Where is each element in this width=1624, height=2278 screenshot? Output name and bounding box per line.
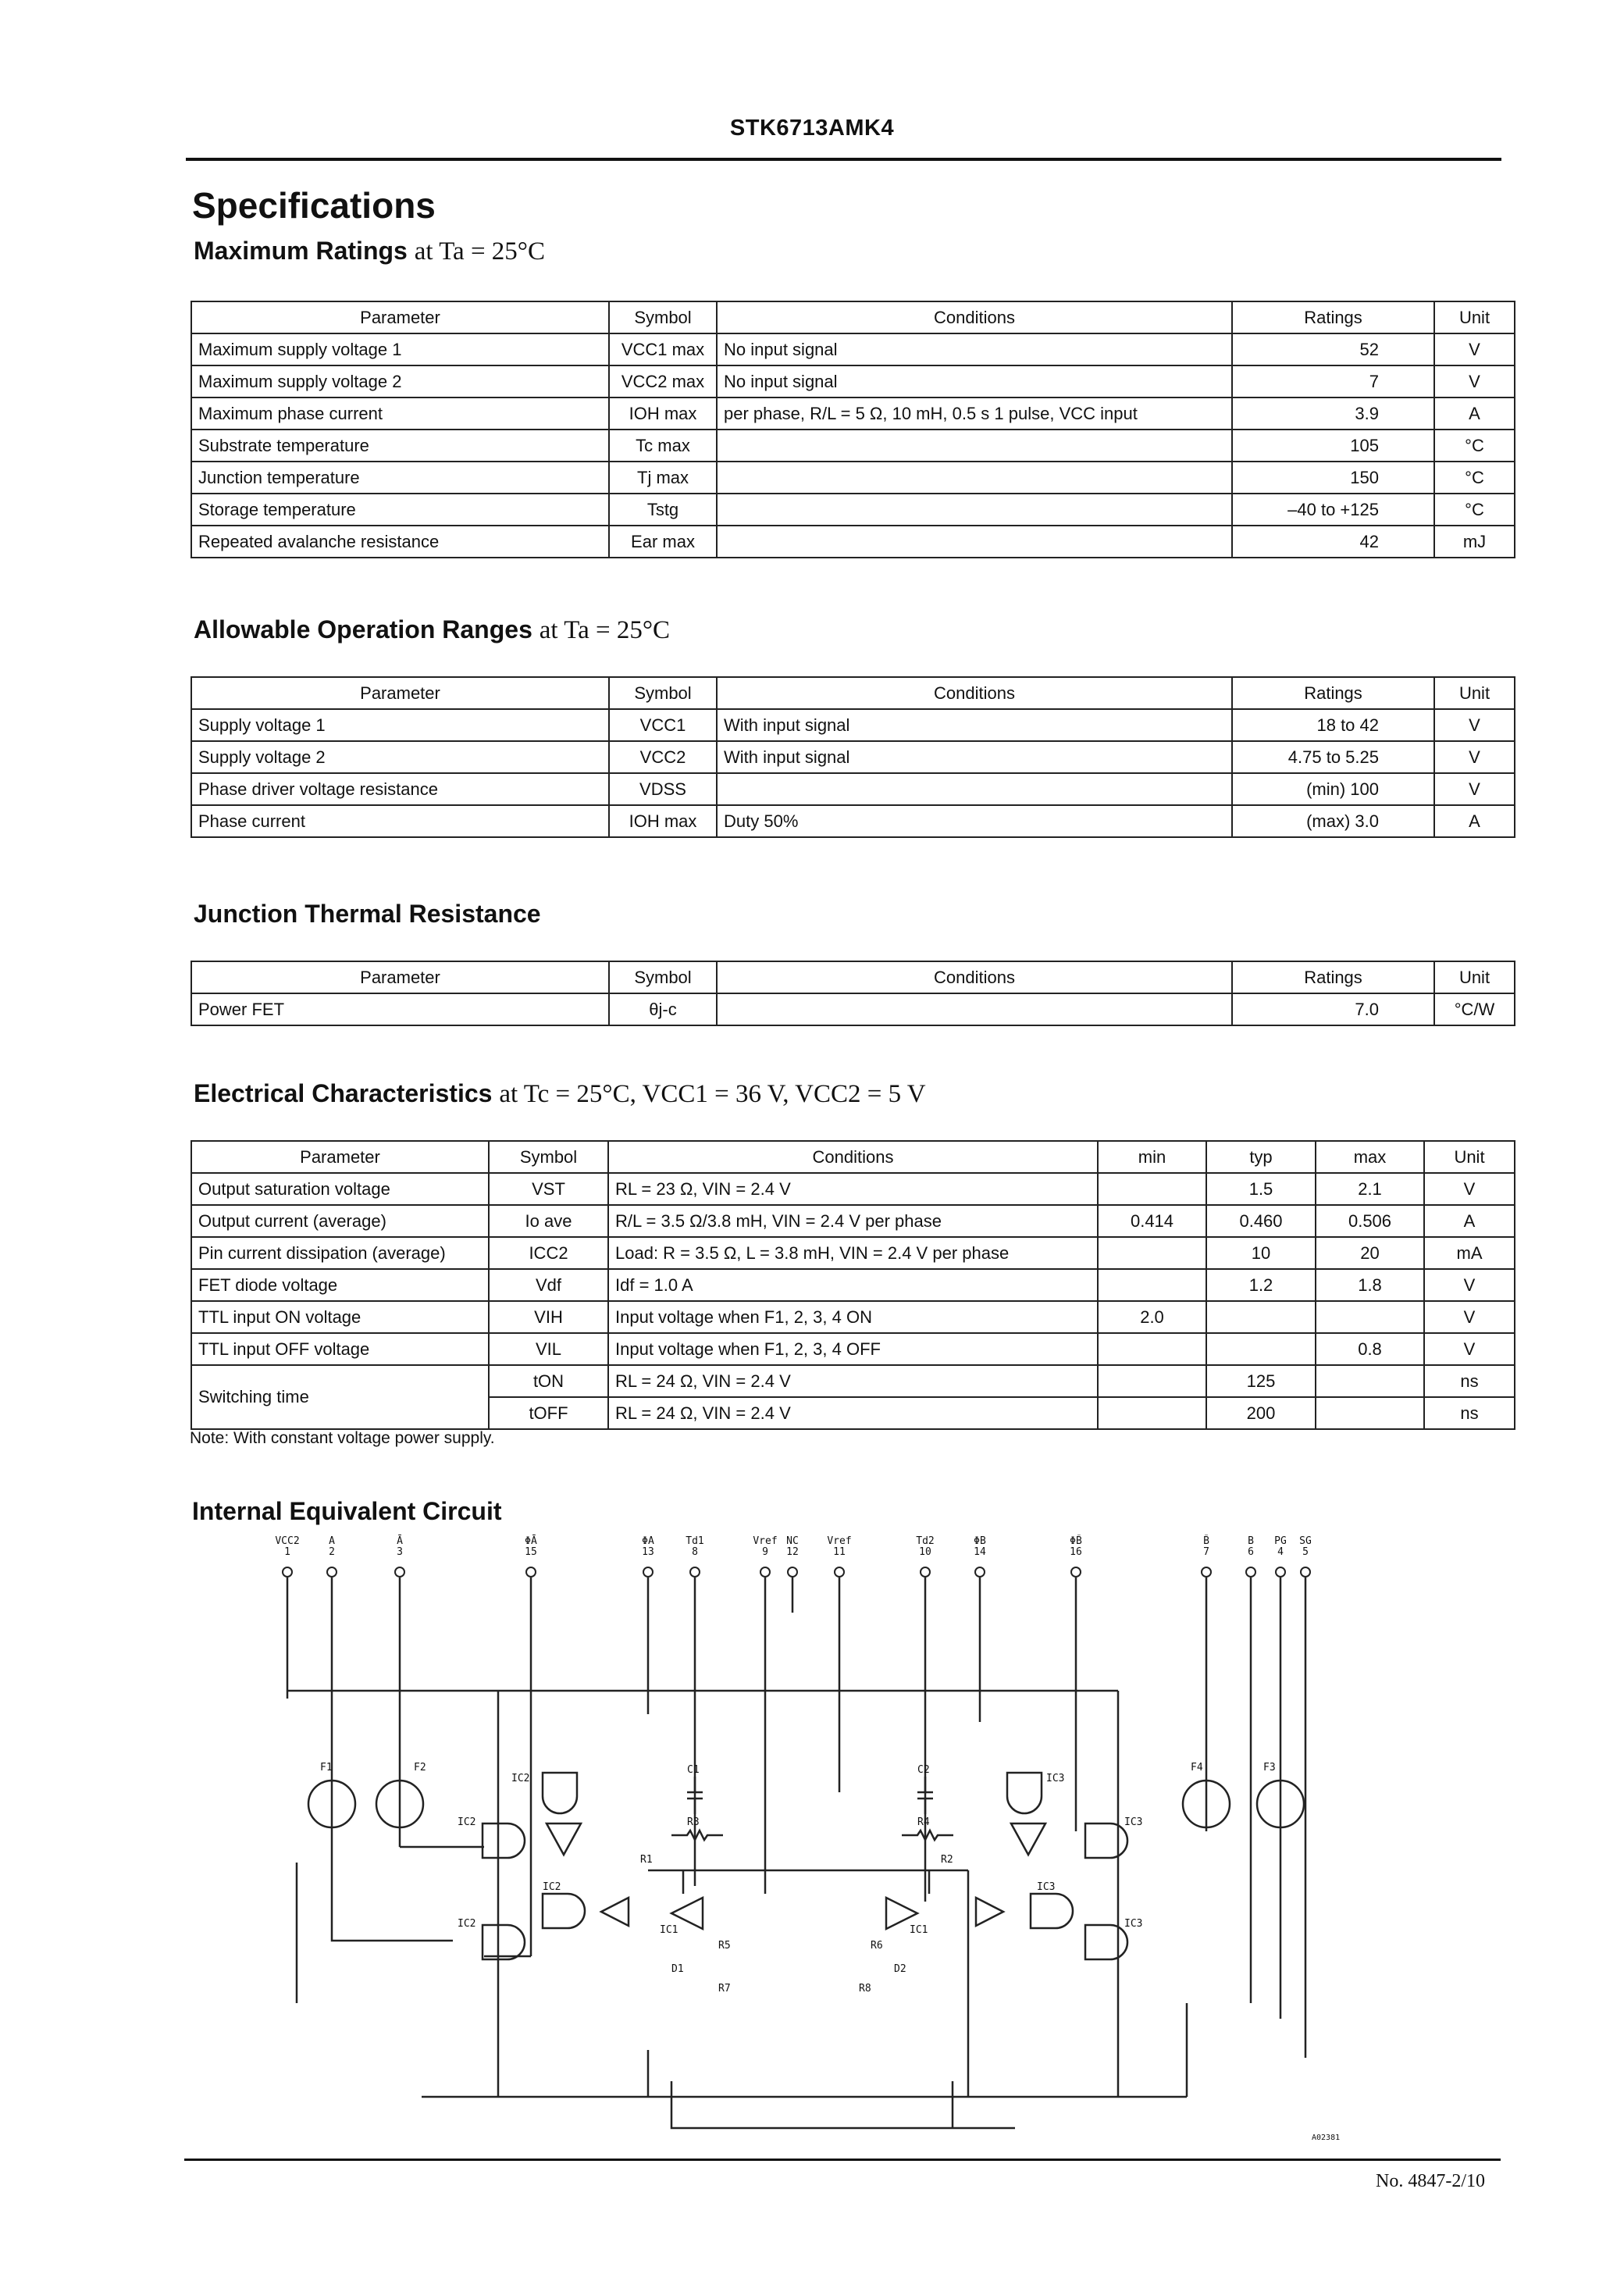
pin-terminal [835,1567,844,1577]
ratings-cell: 18 to 42 [1232,709,1434,741]
pin-name: PG [1274,1535,1287,1547]
unit-cell: A [1434,397,1515,430]
column-header: Conditions [717,301,1232,333]
unit-cell: ns [1424,1365,1515,1397]
label-r1: R1 [640,1854,653,1866]
label-ic2-c: IC2 [511,1773,530,1784]
parameter-cell: Output current (average) [191,1205,489,1237]
pin-number: 3 [397,1546,403,1558]
label-d1: D1 [671,1963,684,1975]
column-header: Symbol [609,961,717,993]
table-row [191,773,1515,805]
label-r2: R2 [941,1854,953,1866]
pin-name: ΦB [974,1535,986,1547]
column-header: Parameter [191,677,609,709]
conditions-cell: Duty 50% [717,805,1232,837]
unit-cell: mA [1424,1237,1515,1269]
pin-number: 12 [786,1546,799,1558]
pin-name: Vref [827,1535,852,1547]
pin-number: 9 [762,1546,768,1558]
parameter-cell: Pin current dissipation (average) [191,1237,489,1269]
pin-name: Ā [397,1535,403,1547]
unit-cell: V [1434,333,1515,365]
table-row [191,365,1515,397]
conditions-cell: No input signal [717,333,1232,365]
parameter-cell: FET diode voltage [191,1269,489,1301]
column-header: Parameter [191,961,609,993]
max-cell [1316,1301,1424,1333]
typ-cell: 125 [1206,1365,1316,1397]
pin-terminal [395,1567,404,1577]
min-cell [1098,1237,1206,1269]
ratings-cell: 52 [1232,333,1434,365]
conditions-cell [717,526,1232,558]
table-row [191,526,1515,558]
pin-name: VCC2 [275,1535,300,1547]
parameter-cell: Phase driver voltage resistance [191,773,609,805]
column-header: Conditions [717,961,1232,993]
unit-cell: °C/W [1434,993,1515,1025]
label-r5: R5 [718,1940,731,1952]
label-c1: C1 [687,1764,700,1776]
parameter-cell: Supply voltage 2 [191,741,609,773]
circuit-code: A02381 [1312,2134,1341,2142]
min-cell [1098,1365,1206,1397]
parameter-cell: TTL input ON voltage [191,1301,489,1333]
conditions-cell: With input signal [717,741,1232,773]
label-ic3-b: IC3 [1124,1918,1143,1930]
symbol-cell: Ear max [609,526,717,558]
column-header: Conditions [608,1141,1098,1173]
unit-cell: V [1424,1173,1515,1205]
table-row [191,1237,1515,1269]
symbol-cell: IOH max [609,397,717,430]
pin-terminal [526,1567,536,1577]
symbol-cell: ICC2 [489,1237,608,1269]
symbol-cell: Tstg [609,494,717,526]
symbol-cell: VCC1 max [609,333,717,365]
label-r8: R8 [859,1983,871,1995]
pin-terminal [690,1567,700,1577]
max-cell: 2.1 [1316,1173,1424,1205]
pin-name: ΦB̄ [1070,1535,1082,1547]
column-header: Ratings [1232,301,1434,333]
symbol-cell: Vdf [489,1269,608,1301]
parameter-cell: Maximum supply voltage 1 [191,333,609,365]
min-cell [1098,1173,1206,1205]
ratings-cell: 42 [1232,526,1434,558]
conditions-cell: RL = 23 Ω, VIN = 2.4 V [608,1173,1098,1205]
table-header-row [191,301,1515,333]
parameter-cell: Power FET [191,993,609,1025]
table-row [191,333,1515,365]
label-ic2-d: IC2 [543,1881,561,1893]
parameter-cell: Phase current [191,805,609,837]
pin-terminal [1071,1567,1081,1577]
column-header: Unit [1434,677,1515,709]
label-ic1-left: IC1 [660,1924,678,1936]
pin-terminal [327,1567,337,1577]
column-header: Parameter [191,301,609,333]
min-cell: 0.414 [1098,1205,1206,1237]
label-f2: F2 [414,1762,426,1774]
unit-cell: V [1434,773,1515,805]
pin-number: 16 [1070,1546,1082,1558]
column-header: Symbol [609,301,717,333]
table-row [191,709,1515,741]
pin-name: SG [1299,1535,1312,1547]
symbol-cell: VIL [489,1333,608,1365]
conditions-cell: With input signal [717,709,1232,741]
max-cell [1316,1365,1424,1397]
pin-number: 11 [833,1546,846,1558]
pin-number: 14 [974,1546,986,1558]
label-c2: C2 [917,1764,930,1776]
column-header: Symbol [489,1141,608,1173]
label-r7: R7 [718,1983,731,1995]
table-row [191,741,1515,773]
conditions-cell: R/L = 3.5 Ω/3.8 mH, VIN = 2.4 V per phase [608,1205,1098,1237]
pin-terminal [975,1567,985,1577]
unit-cell: V [1424,1269,1515,1301]
pin-number: 15 [525,1546,537,1558]
unit-cell: V [1424,1333,1515,1365]
pin-number: 6 [1248,1546,1254,1558]
table-header-row [191,1141,1515,1173]
table-row [191,1173,1515,1205]
thermal-resistance-table [191,961,1515,1026]
ratings-cell: (max) 3.0 [1232,805,1434,837]
table-header-row [191,961,1515,993]
conditions-cell: RL = 24 Ω, VIN = 2.4 V [608,1365,1098,1397]
unit-cell: V [1434,709,1515,741]
label-ic3-a: IC3 [1124,1816,1143,1828]
header-rule [186,158,1501,161]
column-header: Unit [1434,301,1515,333]
parameter-cell: Substrate temperature [191,430,609,462]
conditions-cell [717,993,1232,1025]
ratings-cell: –40 to +125 [1232,494,1434,526]
symbol-cell: IOH max [609,805,717,837]
min-cell: 2.0 [1098,1301,1206,1333]
label-ic1-right: IC1 [910,1924,928,1936]
column-header: Ratings [1232,677,1434,709]
unit-cell: °C [1434,430,1515,462]
unit-cell: A [1424,1205,1515,1237]
section-title-electrical: Electrical Characteristics at Tc = 25°C, VCC1 = 36 V, VCC2 = 5 V [194,1079,926,1108]
column-header: max [1316,1141,1424,1173]
min-cell [1098,1333,1206,1365]
conditions-cell: Input voltage when F1, 2, 3, 4 OFF [608,1333,1098,1365]
label-f4: F4 [1191,1762,1203,1774]
min-cell [1098,1269,1206,1301]
column-header: Parameter [191,1141,489,1173]
pin-name: ΦA [642,1535,654,1547]
table-row [191,1301,1515,1333]
min-cell [1098,1397,1206,1429]
table-row [191,462,1515,494]
column-header: min [1098,1141,1206,1173]
pin-name: Vref [753,1535,778,1547]
label-ic2-a: IC2 [458,1816,476,1828]
conditions-cell: RL = 24 Ω, VIN = 2.4 V [608,1397,1098,1429]
typ-cell: 1.2 [1206,1269,1316,1301]
table-row [191,993,1515,1025]
pin-name: NC [786,1535,799,1547]
conditions-cell [717,773,1232,805]
conditions-cell [717,462,1232,494]
label-r4: R4 [917,1816,930,1828]
unit-cell: A [1434,805,1515,837]
symbol-cell: Io ave [489,1205,608,1237]
typ-cell: 1.5 [1206,1173,1316,1205]
ratings-cell: 150 [1232,462,1434,494]
pin-terminal [1246,1567,1255,1577]
unit-cell: V [1424,1301,1515,1333]
pin-number: 4 [1277,1546,1284,1558]
parameter-cell: Switching time [191,1365,489,1429]
pin-name: B [1248,1535,1254,1547]
column-header: Unit [1434,961,1515,993]
typ-cell [1206,1301,1316,1333]
label-r6: R6 [871,1940,883,1952]
column-header: typ [1206,1141,1316,1173]
pin-number: 1 [284,1546,290,1558]
table-row [191,1269,1515,1301]
parameter-cell: Repeated avalanche resistance [191,526,609,558]
ratings-cell: (min) 100 [1232,773,1434,805]
symbol-cell: tOFF [489,1397,608,1429]
conditions-cell: Load: R = 3.5 Ω, L = 3.8 mH, VIN = 2.4 V per phase [608,1237,1098,1269]
typ-cell: 10 [1206,1237,1316,1269]
unit-cell: V [1434,741,1515,773]
ratings-cell: 105 [1232,430,1434,462]
max-ratings-table [191,301,1515,558]
parameter-cell: Storage temperature [191,494,609,526]
pin-terminal [1276,1567,1285,1577]
ratings-cell: 7.0 [1232,993,1434,1025]
operation-ranges-table [191,676,1515,838]
section-title-operation-ranges: Allowable Operation Ranges at Ta = 25°C [194,615,671,644]
table-header-row [191,677,1515,709]
symbol-cell: VIH [489,1301,608,1333]
label-f1: F1 [320,1762,333,1774]
pin-terminal [1301,1567,1310,1577]
page-number: No. 4847-2/10 [1376,2171,1485,2191]
section-title-circuit: Internal Equivalent Circuit [192,1497,502,1525]
ratings-cell: 4.75 to 5.25 [1232,741,1434,773]
ratings-cell: 3.9 [1232,397,1434,430]
column-header: Conditions [717,677,1232,709]
pin-number: 2 [329,1546,335,1558]
symbol-cell: VCC2 max [609,365,717,397]
conditions-cell: Input voltage when F1, 2, 3, 4 ON [608,1301,1098,1333]
conditions-cell: Idf = 1.0 A [608,1269,1098,1301]
symbol-cell: VCC2 [609,741,717,773]
pin-terminal [788,1567,797,1577]
max-cell: 1.8 [1316,1269,1424,1301]
internal-equivalent-circuit [234,1535,1421,2151]
section-title-thermal: Junction Thermal Resistance [194,900,541,928]
typ-cell [1206,1333,1316,1365]
pin-number: 5 [1302,1546,1309,1558]
symbol-cell: VCC1 [609,709,717,741]
typ-cell: 0.460 [1206,1205,1316,1237]
symbol-cell: VST [489,1173,608,1205]
table-row [191,805,1515,837]
page-title: Specifications [192,185,436,226]
max-cell: 0.506 [1316,1205,1424,1237]
parameter-cell: TTL input OFF voltage [191,1333,489,1365]
pin-terminal [643,1567,653,1577]
symbol-cell: Tc max [609,430,717,462]
label-ic3-d: IC3 [1037,1881,1056,1893]
table-row [191,1333,1515,1365]
pin-name: B̄ [1203,1535,1209,1547]
pin-terminal [283,1567,292,1577]
pin-name: A [329,1535,335,1547]
pin-name: Td1 [686,1535,704,1547]
symbol-cell: Tj max [609,462,717,494]
unit-cell: ns [1424,1397,1515,1429]
unit-cell: °C [1434,462,1515,494]
table-row [191,1365,1515,1397]
pin-terminal [1202,1567,1211,1577]
label-ic3-c: IC3 [1046,1773,1065,1784]
electrical-note: Note: With constant voltage power supply. [190,1429,495,1447]
unit-cell: °C [1434,494,1515,526]
pin-number: 7 [1203,1546,1209,1558]
typ-cell: 200 [1206,1397,1316,1429]
electrical-characteristics-table [191,1140,1515,1430]
label-ic2-b: IC2 [458,1918,476,1930]
pin-number: 8 [692,1546,698,1558]
parameter-cell: Maximum supply voltage 2 [191,365,609,397]
pin-terminal [921,1567,930,1577]
section-title-max-ratings: Maximum Ratings at Ta = 25°C [194,237,546,266]
ratings-cell: 7 [1232,365,1434,397]
max-cell [1316,1397,1424,1429]
symbol-cell: θj-c [609,993,717,1025]
label-d2: D2 [894,1963,906,1975]
max-cell: 0.8 [1316,1333,1424,1365]
parameter-cell: Maximum phase current [191,397,609,430]
conditions-cell [717,494,1232,526]
column-header: Ratings [1232,961,1434,993]
table-row [191,397,1515,430]
table-row [191,494,1515,526]
conditions-cell: per phase, R/L = 5 Ω, 10 mH, 0.5 s 1 pulse, VCC input [717,397,1232,430]
parameter-cell: Supply voltage 1 [191,709,609,741]
column-header: Unit [1424,1141,1515,1173]
conditions-cell: No input signal [717,365,1232,397]
pin-number: 13 [642,1546,654,1558]
unit-cell: V [1434,365,1515,397]
pin-number: 10 [919,1546,931,1558]
parameter-cell: Junction temperature [191,462,609,494]
footer-rule [184,2159,1501,2161]
label-r3: R3 [687,1816,700,1828]
label-f3: F3 [1263,1762,1276,1774]
pin-name: Td2 [916,1535,935,1547]
unit-cell: mJ [1434,526,1515,558]
symbol-cell: tON [489,1365,608,1397]
pin-terminal [760,1567,770,1577]
parameter-cell: Output saturation voltage [191,1173,489,1205]
max-cell: 20 [1316,1237,1424,1269]
document-header-title: STK6713AMK4 [729,116,895,141]
table-row [191,1205,1515,1237]
conditions-cell [717,430,1232,462]
symbol-cell: VDSS [609,773,717,805]
pin-name: ΦĀ [525,1535,537,1547]
table-row [191,430,1515,462]
column-header: Symbol [609,677,717,709]
